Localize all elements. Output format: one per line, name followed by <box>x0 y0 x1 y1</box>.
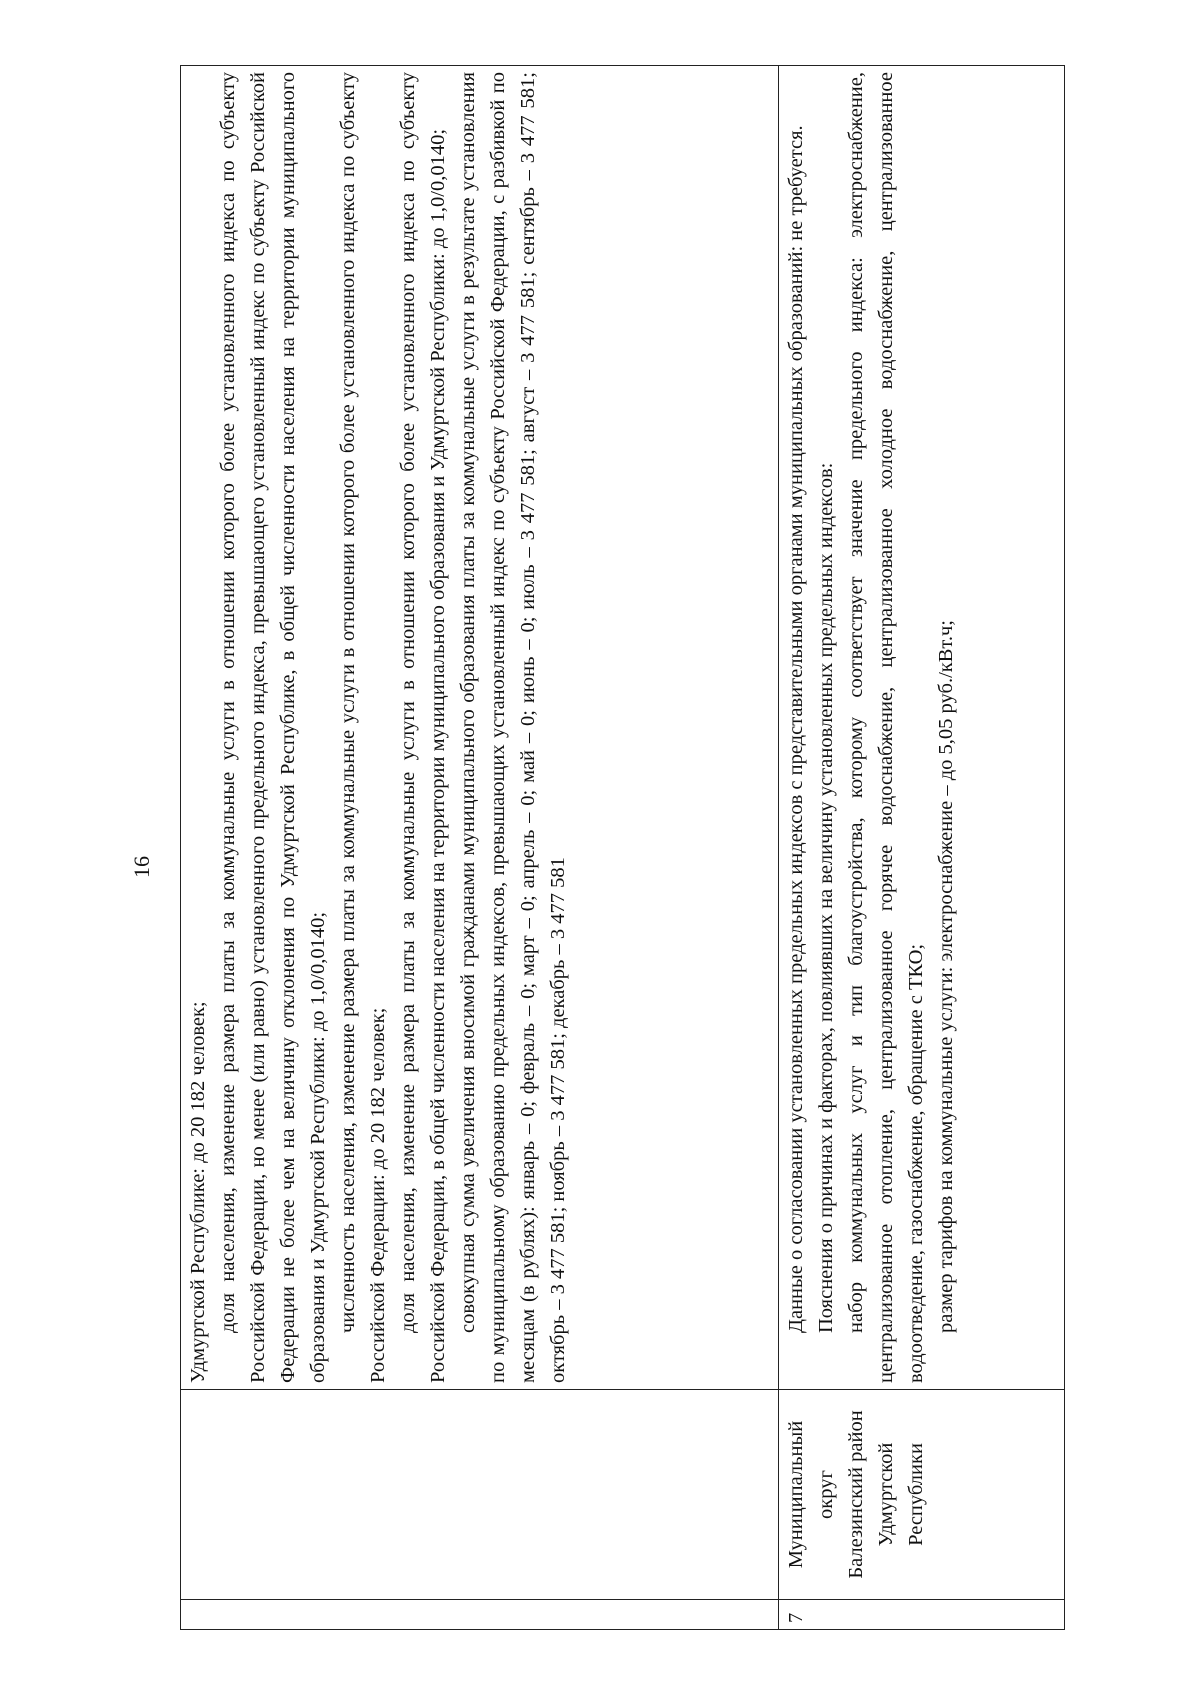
paragraph: совокупная сумма увеличения вносимой гражданами муниципального образования платы за коммунальные услуги в результате установления по муниципальному образованию предельных индексов, превышающих установленный индекс по субъекту Российской Федерации, с разбивкой по месяцам (в рублях): январь – 0; февраль – 0; март – 0; апрель – 0; май – 0; июнь – 0; июль – 3 477 581; август – 3 477 581; сентябрь – 3 477 581; октябрь – 3 477 581; ноябрь – 3 477 581; декабрь – 3 477 581 <box>457 72 569 1383</box>
paragraph: Удмуртской Республике: до 20 182 человек; <box>187 1001 209 1383</box>
municipality-name-cell <box>779 1390 1065 1600</box>
row-number-cell <box>181 1600 779 1630</box>
row-number-cell: 7 <box>779 1600 1065 1630</box>
municipality-name-line: Удмуртской <box>875 1442 897 1547</box>
municipality-name-line: Муниципальный округ <box>785 1420 837 1569</box>
paragraph: Пояснения о причинах и факторах, повлиявших на величину установленных предельных индексов: <box>815 462 837 1333</box>
paragraph: размер тарифов на коммунальные услуги: электроснабжение – до 5,05 руб./кВт.ч; <box>935 620 957 1333</box>
landscape-page <box>180 65 1065 1630</box>
document-table <box>180 65 1065 1630</box>
paragraph: набор коммунальных услуг и тип благоустройства, которому соответствует значение предельного индекса: электроснабжение, централизованное отопление, централизованное горячее водоснабжение, централизованное холодное водоснабжение, централизованное водоотведение, газоснабжение, обращение с ТКО; <box>845 72 927 1383</box>
paragraph: доля населения, изменение размера платы за коммунальные услуги в отношении которого более установленного индекса по субъекту Российской Федерации, в общей численности населения на территории муниципального образования и Удмуртской Республики: до 1,0/0,0140; <box>397 72 449 1383</box>
municipality-name-cell <box>181 1390 779 1600</box>
paragraph: доля населения, изменение размера платы за коммунальные услуги в отношении которого более установленного индекса по субъекту Российской Федерации, но менее (или равно) установленного предельного индекса, превышающего установленный индекс по субъекту Российской Федерации не более чем на величину отклонения по Удмуртской Республике, в общей численности населения на территории муниципального образования и Удмуртской Республики: до 1,0/0,0140; <box>217 72 329 1383</box>
page-number: 16 <box>129 856 154 878</box>
description-cell <box>181 66 779 1390</box>
paragraph: Данные о согласовании установленных предельных индексов с представительными органами муниципальных образований: не требуется. <box>785 125 807 1333</box>
table-row <box>181 66 779 1630</box>
municipality-name-line: Балезинский район <box>845 1410 867 1579</box>
table-row <box>779 66 1065 1630</box>
municipality-name-line: Республики <box>905 1443 927 1546</box>
description-cell <box>779 66 1065 1390</box>
paragraph: численность населения, изменение размера платы за коммунальные услуги в отношении которого более установленного индекса по субъекту Российской Федерации: до 20 182 человек; <box>337 72 389 1383</box>
rotated-page-area <box>180 65 1200 1623</box>
